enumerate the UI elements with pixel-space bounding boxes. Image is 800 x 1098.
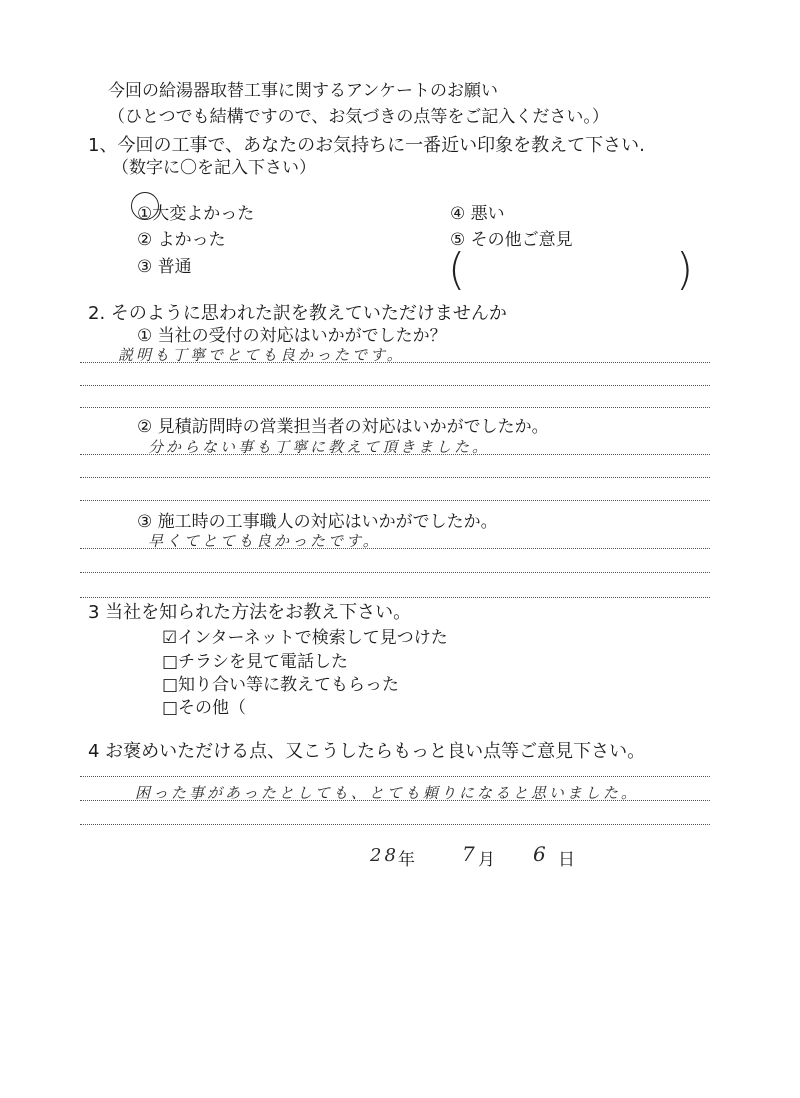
date-year-label: 年 <box>398 850 415 870</box>
q3-option-flyer[interactable]: □チラシを見て電話した <box>162 652 349 672</box>
other-paren-close: ) <box>676 244 694 295</box>
answer-line <box>80 362 710 363</box>
date-day-value[interactable]: 6 <box>533 842 549 866</box>
q4-answer[interactable]: 困った事があったとしても、とても頼りになると思いました。 <box>135 784 639 802</box>
q1-heading: 1、今回の工事で、あなたのお気持ちに一番近い印象を教えて下さい. <box>88 135 645 156</box>
q3-option-internet[interactable]: ☑インターネットで検索して見つけた <box>162 628 448 648</box>
q1-option-4[interactable]: ④ 悪い <box>450 204 505 224</box>
answer-line <box>80 407 710 408</box>
survey-title: 今回の給湯器取替工事に関するアンケートのお願い <box>108 81 498 101</box>
answer-line <box>80 800 710 801</box>
q2-sub3: ③ 施工時の工事職人の対応はいかがでしたか。 <box>137 512 498 532</box>
q2-answer-3[interactable]: 早くてとても良かったです。 <box>148 532 381 550</box>
date-day-label: 日 <box>558 850 575 870</box>
other-paren-open: ( <box>448 244 466 295</box>
q1-option-2[interactable]: ② よかった <box>137 230 226 250</box>
date-month-label: 月 <box>478 850 495 870</box>
answer-line <box>80 477 710 478</box>
answer-line <box>80 776 710 777</box>
q3-option-other[interactable]: □その他（ <box>162 698 247 718</box>
q2-answer-1[interactable]: 説明も丁寧でとても良かったです。 <box>118 346 405 364</box>
q1-option-1[interactable]: ①大変よかった <box>137 204 255 224</box>
date-month-value[interactable]: 7 <box>462 842 478 866</box>
answer-line <box>80 548 710 549</box>
q2-sub1: ① 当社の受付の対応はいかがでしたか？ <box>137 326 447 346</box>
q3-option-acquaintance[interactable]: □知り合い等に教えてもらった <box>162 675 400 695</box>
q2-sub2: ② 見積訪問時の営業担当者の対応はいかがでしたか。 <box>137 417 549 437</box>
q1-option-5[interactable]: ⑤ その他ご意見 <box>450 230 573 250</box>
answer-line <box>80 572 710 573</box>
date-year-value[interactable]: 28 <box>370 845 399 866</box>
q3-heading: 3 当社を知られた方法をお教え下さい。 <box>88 602 412 623</box>
answer-line <box>80 454 710 455</box>
q1-option-3[interactable]: ③ 普通 <box>137 257 192 277</box>
answer-line <box>80 385 710 386</box>
q2-answer-2[interactable]: 分からない事も丁寧に教えて頂きました。 <box>148 438 491 456</box>
answer-line <box>80 824 710 825</box>
q4-heading: 4 お褒めいただける点、又こうしたらもっと良い点等ご意見下さい。 <box>88 741 646 762</box>
answer-line <box>80 500 710 501</box>
q1-note: （数字に〇を記入下さい） <box>112 158 316 178</box>
survey-subtitle: （ひとつでも結構ですので、お気づきの点等をご記入ください。） <box>108 107 609 127</box>
q2-heading: 2. そのように思われた訳を教えていただけませんか <box>88 303 507 324</box>
